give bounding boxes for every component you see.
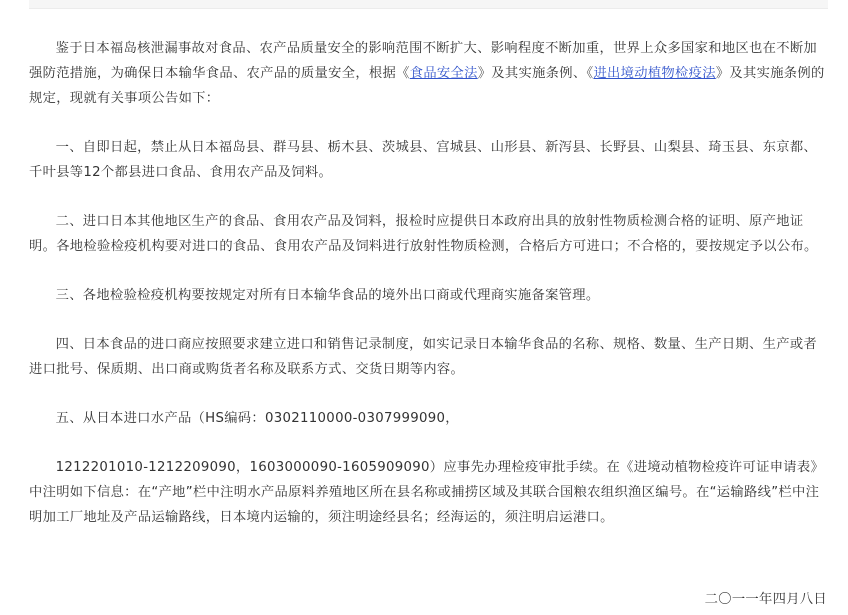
item-1-paragraph: 一、自即日起，禁止从日本福岛县、群马县、栃木县、茨城县、宫城县、山形县、新泻县、长野县、山梨县、琦玉县、东京都、千叶县等12个都县进口食品、食用农产品及饲料。 — [29, 140, 818, 180]
intro-text-2: 》及其实施条例、《 — [477, 66, 594, 81]
issue-date: 二〇一一年四月八日 — [704, 592, 827, 607]
article-body — [29, 36, 829, 554]
item-2-paragraph: 二、进口日本其他地区生产的食品、食用农产品及饲料，报检时应提供日本政府出具的放射性物质检测合格的证明、原产地证明。各地检验检疫机构要对进口的食品、食用农产品及饲料进行放射性物质检测，合格后方可进口；不合格的，要按规定予以公布。 — [29, 214, 818, 254]
intro-paragraph — [29, 36, 829, 111]
quarantine-law-link[interactable]: 进出境动植物检疫法 — [593, 66, 716, 81]
item-5-paragraph: 五、从日本进口水产品（HS编码：0302110000-0307999090， — [55, 411, 459, 426]
item-3-paragraph: 三、各地检验检疫机构要按规定对所有日本输华食品的境外出口商或代理商实施备案管理。 — [55, 288, 600, 303]
item-4-paragraph: 四、日本食品的进口商应按照要求建立进口和销售记录制度，如实记录日本输华食品的名称、规格、数量、生产日期、生产或者进口批号、保质期、出口商或购货者名称及联系方式、交货日期等内容。 — [29, 337, 818, 377]
intro-text-3: 》及其实施条例的规定，现就有关事项公告如下： — [29, 66, 825, 106]
header-strip — [29, 0, 828, 9]
intro-text-1: 鉴于日本福岛核泄漏事故对食品、农产品质量安全的影响范围不断扩大、影响程度不断加重，世界上众多国家和地区也在不断加强防范措施，为确保日本输华食品、农产品的质量安全，根据《 — [29, 41, 818, 81]
item-5-continued-paragraph: 1212201010-1212209090，1603000090-1605909090）应事先办理检疫审批手续。在《进境动植物检疫许可证申请表》中注明如下信息：在“产地”栏中注明水产品原料养殖地区所在县名称或捕捞区域及其联合国粮农组织渔区编号。在“运输路线”栏中注明加工厂地址及产品运输路线，日本境内运输的，须注明途经县名；经海运的，须注明启运港口。 — [29, 460, 825, 525]
food-safety-law-link[interactable]: 食品安全法 — [409, 66, 478, 81]
